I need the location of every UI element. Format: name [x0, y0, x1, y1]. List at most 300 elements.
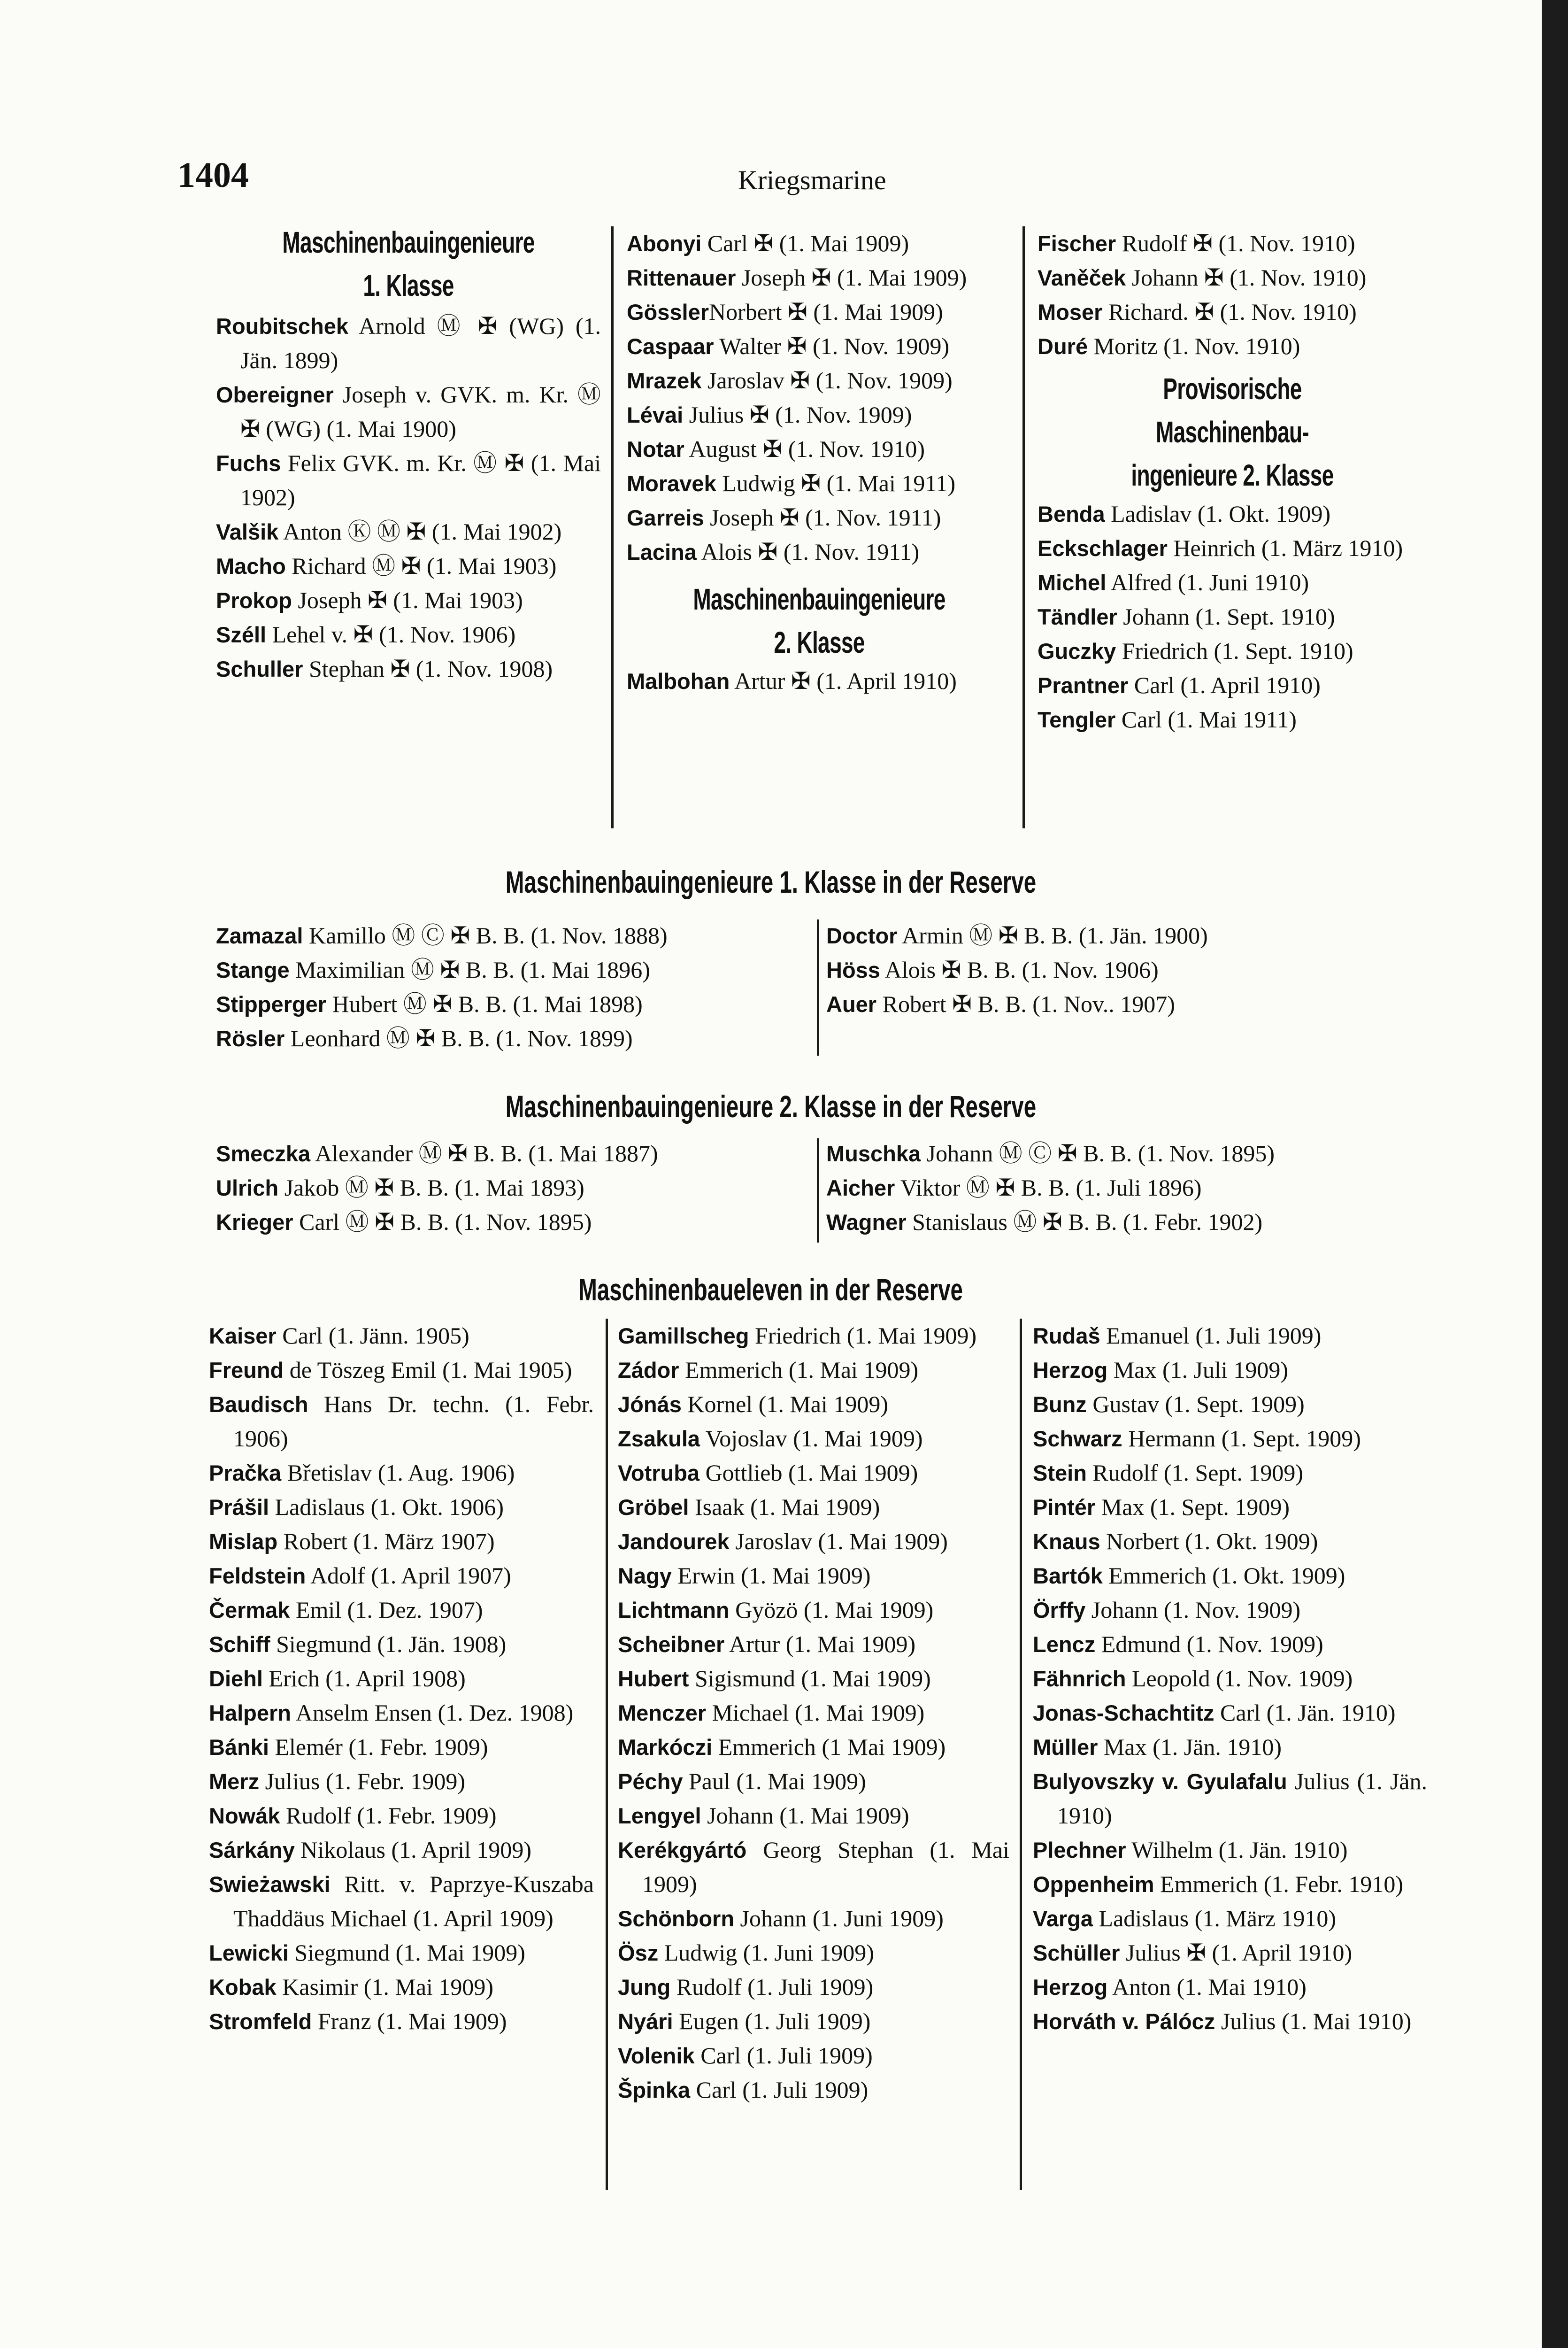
entry-details: Erich (1. April 1908) — [262, 1665, 466, 1691]
entry-list — [216, 309, 601, 686]
sec1-col1-heading: Maschinenbauingenieure — [282, 225, 535, 259]
surname: Kaiser — [209, 1323, 277, 1348]
surname: Stein — [1033, 1460, 1087, 1485]
surname: Kerékgyártó — [618, 1838, 747, 1862]
surname: Čermak — [209, 1598, 290, 1622]
sec4-column-3 — [1033, 1319, 1427, 2039]
entry-details: Rudolf (1. Juli 1909) — [670, 1974, 874, 2000]
sec4-heading-text: Maschinenbaueleven in der Reserve — [578, 1272, 963, 1307]
list-item — [618, 1970, 1009, 2004]
entry-details: Georg Stephan (1. Mai 1909) — [642, 1837, 1009, 1897]
entry-details: Carl (1. Juli 1909) — [694, 2042, 873, 2069]
list-item — [209, 1456, 594, 1490]
entry-list — [1038, 497, 1427, 737]
surname: Moravek — [627, 471, 716, 496]
sec2-heading-text: Maschinenbauingenieure 1. Klasse in der Reserve — [505, 865, 1037, 899]
surname: Lévai — [627, 402, 684, 427]
surname: Doctor — [826, 923, 898, 948]
surname: Roubitschek — [216, 314, 349, 339]
surname: Malbohan — [627, 669, 730, 694]
surname: Tengler — [1038, 707, 1116, 732]
list-item — [618, 1833, 1009, 1901]
list-item — [618, 1593, 1009, 1627]
sec1-col3-subheading: ingenieure 2. Klasse — [1131, 458, 1334, 492]
entry-details: Carl ✠ (1. Mai 1909) — [701, 230, 909, 256]
entry-details: Julius (1. Mai 1910) — [1215, 2008, 1412, 2034]
surname: Knaus — [1033, 1529, 1100, 1554]
list-item — [627, 295, 1012, 329]
list-item — [216, 652, 601, 686]
running-head: Kriegsmarine — [738, 165, 886, 195]
surname: Scheibner — [618, 1632, 725, 1657]
entry-details: Ludwig ✠ (1. Mai 1911) — [716, 470, 956, 496]
surname: Bulyovszky v. Gyulafalu — [1033, 1769, 1287, 1794]
list-item — [627, 432, 1012, 466]
surname: Muschka — [826, 1141, 921, 1166]
entry-details: Julius (1. Jän. 1910) — [1057, 1768, 1427, 1829]
list-item — [618, 1901, 1009, 1936]
surname: Schuller — [216, 657, 303, 681]
surname: Mislap — [209, 1529, 278, 1554]
sec1-column-3 — [1038, 226, 1427, 737]
entry-list — [618, 1319, 1009, 2107]
entry-details: Siegmund (1. Mai 1909) — [288, 1939, 525, 1966]
list-item — [209, 1833, 594, 1867]
surname: Zamazal — [216, 923, 303, 948]
entry-details: Julius (1. Febr. 1909) — [259, 1768, 465, 1794]
entry-details: Paul (1. Mai 1909) — [683, 1768, 866, 1794]
list-item — [618, 1456, 1009, 1490]
list-item — [1033, 1353, 1427, 1387]
entry-details: Leopold (1. Nov. 1909) — [1126, 1665, 1353, 1691]
sec1-col1-subheading: 1. Klasse — [363, 269, 454, 302]
list-item — [1033, 1833, 1427, 1867]
list-item — [209, 1353, 594, 1387]
list-item — [216, 1021, 807, 1056]
entry-list — [1033, 1319, 1427, 2039]
surname: Oppenheim — [1033, 1872, 1154, 1897]
list-item — [1033, 1661, 1427, 1696]
list-item — [1033, 1696, 1427, 1730]
column-rule — [606, 1319, 608, 2190]
list-item — [1033, 1387, 1427, 1421]
entry-list — [209, 1319, 594, 2039]
entry-details: Anselm Ensen (1. Dez. 1908) — [291, 1699, 574, 1726]
surname: Stromfeld — [209, 2009, 312, 2034]
entry-details: Norbert (1. Okt. 1909) — [1100, 1528, 1318, 1554]
list-item — [618, 1319, 1009, 1353]
list-item — [1033, 2004, 1427, 2039]
entry-details: Emmerich (1. Febr. 1910) — [1154, 1871, 1403, 1897]
list-item — [618, 1799, 1009, 1833]
list-item — [216, 446, 601, 515]
sec4-column-1 — [209, 1319, 594, 2039]
column-rule — [611, 226, 614, 828]
entry-details: Max (1. Juli 1909) — [1107, 1357, 1288, 1383]
sec1-column-2 — [627, 226, 1012, 698]
list-item — [1033, 1456, 1427, 1490]
list-item — [627, 329, 1012, 363]
surname: Gamillscheg — [618, 1323, 749, 1348]
entry-details: Wilhelm (1. Jän. 1910) — [1126, 1837, 1348, 1863]
entry-details: Hubert Ⓜ ✠ B. B. (1. Mai 1898) — [326, 991, 643, 1017]
surname: Vaněček — [1038, 265, 1126, 290]
surname: Rittenauer — [627, 265, 736, 290]
entry-list — [826, 1136, 1427, 1239]
entry-details: Isaak (1. Mai 1909) — [689, 1494, 880, 1520]
surname: Gröbel — [618, 1495, 689, 1520]
surname: Moser — [1038, 300, 1103, 324]
list-item — [618, 1661, 1009, 1696]
list-item — [826, 1171, 1427, 1205]
list-item — [826, 987, 1427, 1021]
entry-details: Leonhard Ⓜ ✠ B. B. (1. Nov. 1899) — [284, 1025, 633, 1051]
entry-details: Vojoslav (1. Mai 1909) — [700, 1425, 923, 1452]
surname: Špinka — [618, 2078, 691, 2102]
surname: Bunz — [1033, 1392, 1087, 1417]
entry-details: August ✠ (1. Nov. 1910) — [684, 436, 925, 462]
surname: Guczky — [1038, 639, 1116, 664]
surname: Schwarz — [1033, 1426, 1122, 1451]
entry-details: Alois ✠ (1. Nov. 1911) — [696, 539, 920, 565]
entry-details: Artur (1. Mai 1909) — [724, 1631, 916, 1657]
entry-details: Lehel v. ✠ (1. Nov. 1906) — [266, 621, 516, 648]
entry-details: Robert ✠ B. B. (1. Nov.. 1907) — [876, 991, 1175, 1017]
entry-details: Eugen (1. Juli 1909) — [673, 2008, 871, 2034]
entry-details: Max (1. Jän. 1910) — [1098, 1734, 1282, 1760]
list-item — [618, 1696, 1009, 1730]
entry-list — [826, 919, 1427, 1021]
list-item — [1033, 1593, 1427, 1627]
surname: Schönborn — [618, 1906, 735, 1931]
surname: Nowák — [209, 1803, 280, 1828]
surname: Jandourek — [618, 1529, 730, 1554]
list-item — [627, 664, 1012, 698]
surname: Péchy — [618, 1769, 683, 1794]
surname: Varga — [1033, 1906, 1093, 1931]
surname: Caspaar — [627, 334, 714, 359]
page-number: 1404 — [177, 155, 249, 195]
surname: Lencz — [1033, 1632, 1096, 1657]
entry-details: Joseph ✠ (1. Mai 1909) — [736, 264, 967, 291]
surname: Jonas-Schachtitz — [1033, 1700, 1214, 1725]
sec1-col2-subheading: 2. Klasse — [774, 626, 865, 659]
list-item — [618, 1936, 1009, 1970]
entry-details: Max (1. Sept. 1909) — [1095, 1494, 1290, 1520]
list-item — [1038, 295, 1427, 329]
column-rule — [1020, 1319, 1022, 2190]
list-item — [1038, 600, 1427, 634]
surname: Macho — [216, 554, 286, 579]
surname: Volenik — [618, 2043, 695, 2068]
entry-details: Alfred (1. Juni 1910) — [1106, 569, 1309, 595]
entry-details: Norbert ✠ (1. Mai 1909) — [709, 299, 943, 325]
list-item — [1038, 497, 1427, 531]
entry-details: Emanuel (1. Juli 1909) — [1100, 1322, 1322, 1349]
surname: Prášil — [209, 1495, 269, 1520]
surname: Duré — [1038, 334, 1088, 359]
surname: Pračka — [209, 1460, 282, 1485]
list-item — [209, 1593, 594, 1627]
sec2-right — [826, 919, 1427, 1021]
sec4-heading — [0, 1268, 1542, 1311]
surname: Markóczi — [618, 1735, 713, 1760]
list-item — [209, 1730, 594, 1764]
list-item — [1038, 634, 1427, 668]
entry-details: Johann Ⓜ Ⓒ ✠ B. B. (1. Nov. 1895) — [921, 1140, 1275, 1166]
surname: Abonyi — [627, 231, 702, 256]
entry-details: Emmerich (1. Mai 1909) — [679, 1357, 919, 1383]
entry-details: Alois ✠ B. B. (1. Nov. 1906) — [880, 957, 1159, 983]
entry-details: Heinrich (1. März 1910) — [1167, 535, 1403, 561]
entry-details: Carl (1. Mai 1911) — [1115, 706, 1297, 733]
column-rule — [1022, 226, 1025, 828]
list-item — [216, 987, 807, 1021]
list-item — [209, 1490, 594, 1524]
sec2-left — [216, 919, 807, 1056]
list-item — [209, 1970, 594, 2004]
entry-details: Richard. ✠ (1. Nov. 1910) — [1102, 299, 1357, 325]
list-item — [1038, 565, 1427, 600]
entry-details: Moritz (1. Nov. 1910) — [1088, 333, 1300, 359]
entry-details: Nikolaus (1. April 1909) — [294, 1837, 532, 1863]
entry-details: Jakob Ⓜ ✠ B. B. (1. Mai 1893) — [278, 1174, 584, 1201]
surname: Smeczka — [216, 1141, 311, 1166]
surname: Auer — [826, 992, 877, 1017]
entry-details: Kornel (1. Mai 1909) — [681, 1391, 889, 1417]
entry-details: Kamillo Ⓜ Ⓒ ✠ B. B. (1. Nov. 1888) — [303, 922, 668, 949]
list-item — [618, 2039, 1009, 2073]
sec3-heading-text: Maschinenbauingenieure 2. Klasse in der Reserve — [505, 1089, 1037, 1124]
surname: Eckschlager — [1038, 536, 1168, 561]
entry-list — [1038, 226, 1427, 363]
list-item — [216, 1171, 807, 1205]
list-item — [1033, 1936, 1427, 1970]
surname: Krieger — [216, 1210, 293, 1235]
list-item — [209, 1764, 594, 1799]
sec1-column-1 — [216, 221, 601, 686]
entry-details: Sigismund (1. Mai 1909) — [689, 1665, 931, 1691]
entry-details: Maximilian Ⓜ ✠ B. B. (1. Mai 1896) — [289, 957, 650, 983]
surname: Votruba — [618, 1460, 700, 1485]
entry-details: Rudolf (1. Febr. 1909) — [280, 1802, 497, 1829]
surname: Schüller — [1033, 1940, 1120, 1965]
entry-details: Julius ✠ (1. Nov. 1909) — [683, 402, 912, 428]
entry-details: Ladislaus (1. Okt. 1906) — [269, 1494, 504, 1520]
list-item — [826, 919, 1427, 953]
surname: Stipperger — [216, 992, 327, 1017]
entry-details: Joseph v. GVK. m. Kr. Ⓜ ✠ (WG) (1. Mai 1900) — [240, 381, 601, 442]
surname: Obereigner — [216, 382, 334, 407]
entry-details: Carl (1. April 1910) — [1128, 672, 1321, 698]
entry-details: de Töszeg Emil (1. Mai 1905) — [284, 1357, 572, 1383]
entry-details: Carl (1. Juli 1909) — [690, 2077, 869, 2103]
surname: Wagner — [826, 1210, 907, 1235]
surname: Schiff — [209, 1632, 270, 1657]
entry-details: Emmerich (1 Mai 1909) — [712, 1734, 946, 1760]
surname: Rösler — [216, 1026, 285, 1051]
entry-details: Kasimir (1. Mai 1909) — [276, 1974, 494, 2000]
entry-details: Johann ✠ (1. Nov. 1910) — [1126, 264, 1367, 291]
entry-details: Arnold Ⓜ ✠ (WG) (1. Jän. 1899) — [240, 313, 601, 373]
list-item — [216, 953, 807, 987]
surname: Mrazek — [627, 368, 702, 393]
list-item — [216, 378, 601, 446]
column-rule — [817, 919, 819, 1056]
surname: Herzog — [1033, 1358, 1108, 1383]
list-item — [1033, 1524, 1427, 1559]
surname: Nagy — [618, 1563, 672, 1588]
entry-details: Edmund (1. Nov. 1909) — [1095, 1631, 1323, 1657]
entry-details: Walter ✠ (1. Nov. 1909) — [714, 333, 950, 359]
list-item — [216, 583, 601, 618]
list-item — [209, 1524, 594, 1559]
list-item — [1038, 668, 1427, 703]
list-item — [1033, 1970, 1427, 2004]
column-rule — [817, 1138, 819, 1243]
sec3-left — [216, 1136, 807, 1239]
list-item — [1033, 1319, 1427, 1353]
entry-details: Ritt. v. Paprzye-Kuszaba Thaddäus Michael (1. April 1909) — [233, 1871, 594, 1931]
entry-details: Friedrich (1. Sept. 1910) — [1116, 638, 1353, 664]
entry-details: Johann (1. Sept. 1910) — [1117, 603, 1335, 630]
entry-details: Alexander Ⓜ ✠ B. B. (1. Mai 1887) — [310, 1140, 658, 1166]
entry-details: Břetislav (1. Aug. 1906) — [281, 1460, 515, 1486]
entry-details: Julius ✠ (1. April 1910) — [1120, 1939, 1353, 1966]
surname: Zsakula — [618, 1426, 700, 1451]
surname: Merz — [209, 1769, 260, 1794]
list-item — [209, 1936, 594, 1970]
entry-details: Jaroslav ✠ (1. Nov. 1909) — [701, 367, 953, 394]
list-item — [1038, 531, 1427, 565]
surname: Lewicki — [209, 1940, 289, 1965]
sec4-column-2 — [618, 1319, 1009, 2107]
list-item — [618, 1559, 1009, 1593]
surname: Lichtmann — [618, 1598, 730, 1622]
list-item — [1033, 1867, 1427, 1901]
surname: Notar — [627, 437, 684, 462]
list-item — [618, 1421, 1009, 1456]
entry-details: Gottlieb (1. Mai 1909) — [699, 1460, 918, 1486]
surname: Menczer — [618, 1700, 707, 1725]
surname: Ulrich — [216, 1175, 279, 1200]
entry-details: Carl (1. Jän. 1910) — [1214, 1699, 1396, 1726]
list-item — [209, 1627, 594, 1661]
surname: Swieżawski — [209, 1872, 331, 1897]
entry-list — [216, 1136, 807, 1239]
surname: Freund — [209, 1358, 284, 1383]
entry-details: Joseph ✠ (1. Mai 1903) — [292, 587, 523, 613]
list-item — [209, 1661, 594, 1696]
surname: Baudisch — [209, 1392, 308, 1417]
surname: Garreis — [627, 505, 704, 530]
entry-details: Friedrich (1. Mai 1909) — [749, 1322, 977, 1349]
entry-details: Anton Ⓚ Ⓜ ✠ (1. Mai 1902) — [278, 518, 562, 545]
entry-details: Johann (1. Mai 1909) — [701, 1802, 909, 1829]
entry-details: Stanislaus Ⓜ ✠ B. B. (1. Febr. 1902) — [906, 1209, 1263, 1235]
list-item — [826, 1205, 1427, 1239]
entry-list — [627, 664, 1012, 698]
entry-details: Joseph ✠ (1. Nov. 1911) — [704, 504, 941, 531]
surname: Jung — [618, 1975, 671, 2000]
entry-details: Carl (1. Jänn. 1905) — [276, 1322, 469, 1349]
entry-details: Emmerich (1. Okt. 1909) — [1102, 1562, 1345, 1589]
entry-details: Rudolf ✠ (1. Nov. 1910) — [1116, 230, 1355, 256]
surname: Höss — [826, 958, 880, 982]
entry-details: Emil (1. Dez. 1907) — [290, 1597, 483, 1623]
sec1-col2-heading: Maschinenbauingenieure — [693, 582, 945, 616]
surname: Ösz — [618, 1940, 659, 1965]
entry-details: Adolf (1. April 1907) — [306, 1562, 511, 1589]
surname: Feldstein — [209, 1563, 306, 1588]
entry-details: Richard Ⓜ ✠ (1. Mai 1903) — [285, 553, 557, 579]
list-item — [627, 501, 1012, 535]
list-item — [209, 1387, 594, 1456]
entry-details: Jaroslav (1. Mai 1909) — [729, 1528, 948, 1554]
list-item — [618, 1490, 1009, 1524]
entry-details: Viktor Ⓜ ✠ B. B. (1. Juli 1896) — [895, 1174, 1202, 1201]
list-item — [826, 1136, 1427, 1171]
list-item — [618, 1524, 1009, 1559]
list-item — [1038, 329, 1427, 363]
entry-details: Robert (1. März 1907) — [277, 1528, 495, 1554]
surname: Fuchs — [216, 451, 281, 476]
list-item — [618, 2004, 1009, 2039]
surname: Örffy — [1033, 1598, 1086, 1622]
list-item — [216, 919, 807, 953]
surname: Fähnrich — [1033, 1666, 1126, 1691]
entry-details: Ladislaus (1. März 1910) — [1093, 1905, 1336, 1931]
entry-details: Johann (1. Nov. 1909) — [1085, 1597, 1301, 1623]
list-item — [216, 618, 601, 652]
entry-details: Ludwig (1. Juni 1909) — [658, 1939, 874, 1966]
list-item — [1033, 1421, 1427, 1456]
surname: Müller — [1033, 1735, 1098, 1760]
entry-details: Stephan ✠ (1. Nov. 1908) — [303, 656, 553, 682]
list-item — [1038, 703, 1427, 737]
surname: Nyári — [618, 2009, 673, 2034]
list-item — [209, 1559, 594, 1593]
entry-details: Elemér (1. Febr. 1909) — [269, 1734, 488, 1760]
list-item — [627, 226, 1012, 261]
entry-details: Anton (1. Mai 1910) — [1107, 1974, 1307, 2000]
list-item — [209, 1696, 594, 1730]
surname: Bartók — [1033, 1563, 1103, 1588]
list-item — [627, 466, 1012, 501]
surname: Jónás — [618, 1392, 682, 1417]
entry-details: Johann (1. Juni 1909) — [734, 1905, 944, 1931]
list-item — [216, 309, 601, 378]
list-item — [216, 515, 601, 549]
list-item — [618, 2073, 1009, 2107]
list-item — [627, 398, 1012, 432]
surname: Széll — [216, 622, 267, 647]
surname: Fischer — [1038, 231, 1116, 256]
surname: Aicher — [826, 1175, 895, 1200]
list-item — [618, 1730, 1009, 1764]
surname: Rudaš — [1033, 1323, 1100, 1348]
surname: Horváth v. Pálócz — [1033, 2009, 1215, 2034]
entry-details: Michael (1. Mai 1909) — [706, 1699, 925, 1726]
entry-details: Artur ✠ (1. April 1910) — [730, 668, 957, 694]
entry-details: Gyözö (1. Mai 1909) — [729, 1597, 934, 1623]
surname: Michel — [1038, 570, 1107, 595]
list-item — [209, 1867, 594, 1936]
list-item — [1038, 226, 1427, 261]
surname: Stange — [216, 958, 290, 982]
entry-details: Hans Dr. techn. (1. Febr. 1906) — [233, 1391, 594, 1452]
list-item — [627, 261, 1012, 295]
